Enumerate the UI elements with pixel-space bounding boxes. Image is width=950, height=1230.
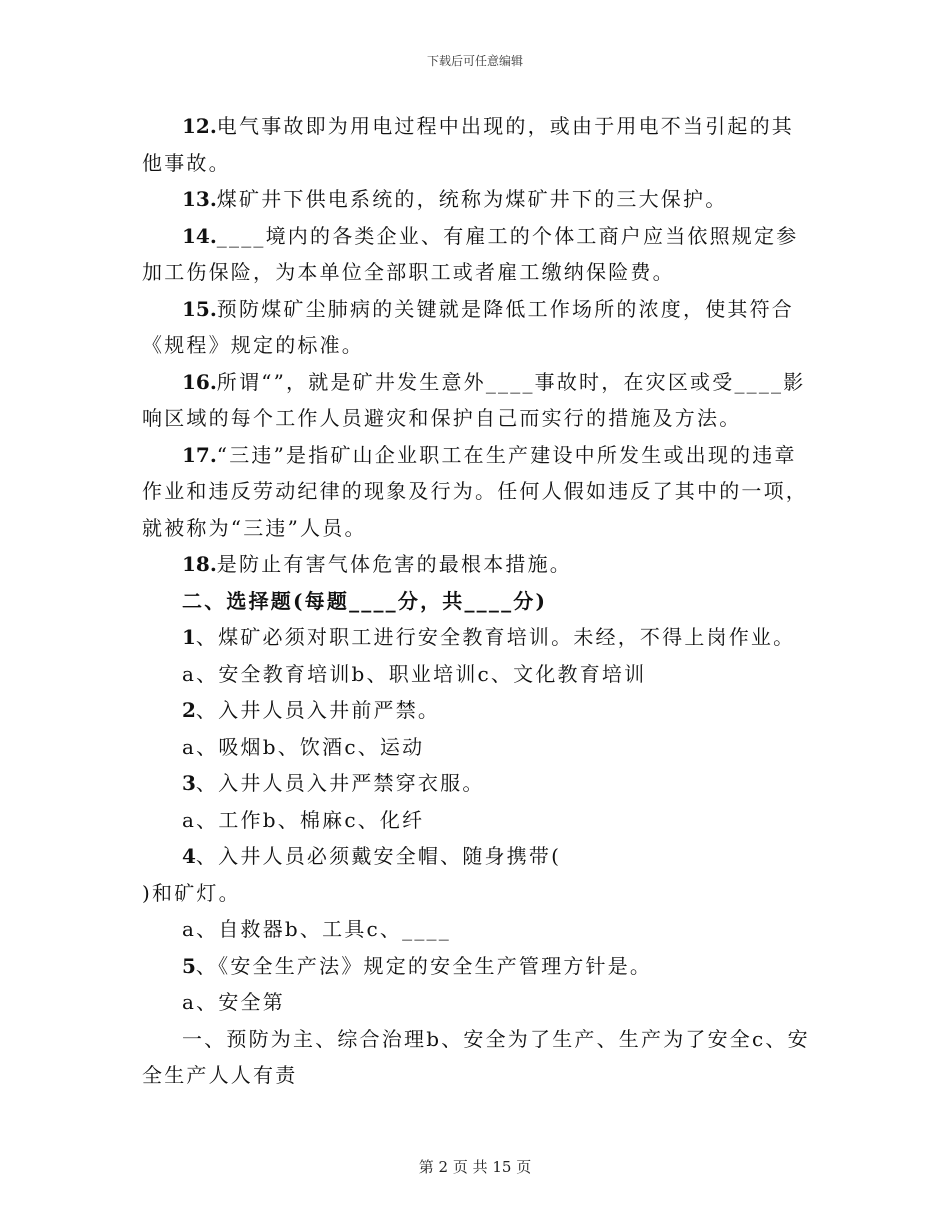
item-number: 2 xyxy=(182,698,196,722)
paragraph xyxy=(142,948,810,985)
item-number: 17. xyxy=(182,442,217,467)
paragraph xyxy=(142,108,810,181)
paragraph xyxy=(142,875,810,912)
paragraph-text: 、入井人员入井前严禁。 xyxy=(195,698,441,722)
paragraph-text: 是防止有害气体危害的最根本措施。 xyxy=(216,552,572,576)
paragraph-text: 二、选择题(每题____分，共____分) xyxy=(182,588,548,613)
paragraph xyxy=(142,1021,810,1094)
paragraph-text: 电气事故即为用电过程中出现的，或由于用电不当引起的其他事故。 xyxy=(142,114,794,175)
item-number: 3 xyxy=(182,771,196,795)
item-number: 4 xyxy=(182,844,196,868)
item-number: 18. xyxy=(182,552,217,576)
paragraph xyxy=(142,984,810,1021)
paragraph xyxy=(142,291,810,364)
paragraph xyxy=(142,692,810,729)
paragraph xyxy=(142,656,810,693)
item-number: 1 xyxy=(182,625,196,649)
paragraph-text: 一、预防为主、综合治理b、安全为了生产、生产为了安全c、安全生产人人有责 xyxy=(142,1026,810,1087)
paragraph-text: 、煤矿必须对职工进行安全教育培训。未经，不得上岗作业。 xyxy=(195,625,796,649)
paragraph xyxy=(142,729,810,766)
paragraph-text: 煤矿井下供电系统的，统称为煤矿井下的三大保护。 xyxy=(216,187,728,211)
page-footer: 第 2 页 共 15 页 xyxy=(418,1158,532,1176)
paragraph xyxy=(142,181,810,218)
item-number: 12. xyxy=(182,114,217,138)
paragraph-text: ____境内的各类企业、有雇工的个体工商户应当依照规定参加工伤保险，为本单位全部职工或者雇工缴纳保险费。 xyxy=(142,223,799,284)
paragraph-text: 、入井人员必须戴安全帽、随身携带( xyxy=(195,844,562,868)
paragraph-text: 预防煤矿尘肺病的关键就是降低工作场所的浓度，使其符合《规程》规定的标准。 xyxy=(142,296,794,357)
paragraph-text: a、吸烟b、饮酒c、运动 xyxy=(182,734,425,759)
paragraph xyxy=(142,546,810,583)
paragraph-text: a、工作b、棉麻c、化纤 xyxy=(182,807,425,832)
paragraph xyxy=(142,838,810,875)
item-number: 5 xyxy=(182,953,196,978)
item-number: 13. xyxy=(182,187,217,211)
item-number: 14. xyxy=(182,223,217,248)
paragraph xyxy=(142,364,810,437)
paragraph-text: 所谓“”，就是矿井发生意外____事故时，在灾区或受____影响区域的每个工作人员避灾和保护自己而实行的措施及方法。 xyxy=(142,369,806,430)
item-number: 15. xyxy=(182,296,217,321)
page-header: 下载后可任意编辑 xyxy=(426,54,523,68)
item-number: 16. xyxy=(182,369,217,394)
paragraph-text: a、自救器b、工具c、____ xyxy=(182,917,451,941)
paragraph-text: 、《安全生产法》规定的安全生产管理方针是。 xyxy=(195,953,653,978)
paragraph xyxy=(142,218,810,291)
paragraph xyxy=(142,765,810,802)
paragraph xyxy=(142,802,810,839)
paragraph-text: “三违”是指矿山企业职工在生产建设中所发生或出现的违章作业和违反劳动纪律的现象及行为。任何人假如违反了其中的一项，就被称为“三违”人员。 xyxy=(142,442,808,540)
paragraph xyxy=(142,911,810,948)
paragraph xyxy=(142,583,810,620)
paragraph-text: a、安全教育培训b、职业培训c、文化教育培训 xyxy=(182,661,647,686)
paragraph xyxy=(142,437,810,547)
paragraph-text: a、安全第 xyxy=(182,990,285,1014)
paragraph-text: 、入井人员入井严禁穿衣服。 xyxy=(195,771,485,795)
document-body xyxy=(142,108,810,1094)
paragraph xyxy=(142,619,810,656)
paragraph-text: )和矿灯。 xyxy=(142,880,241,905)
